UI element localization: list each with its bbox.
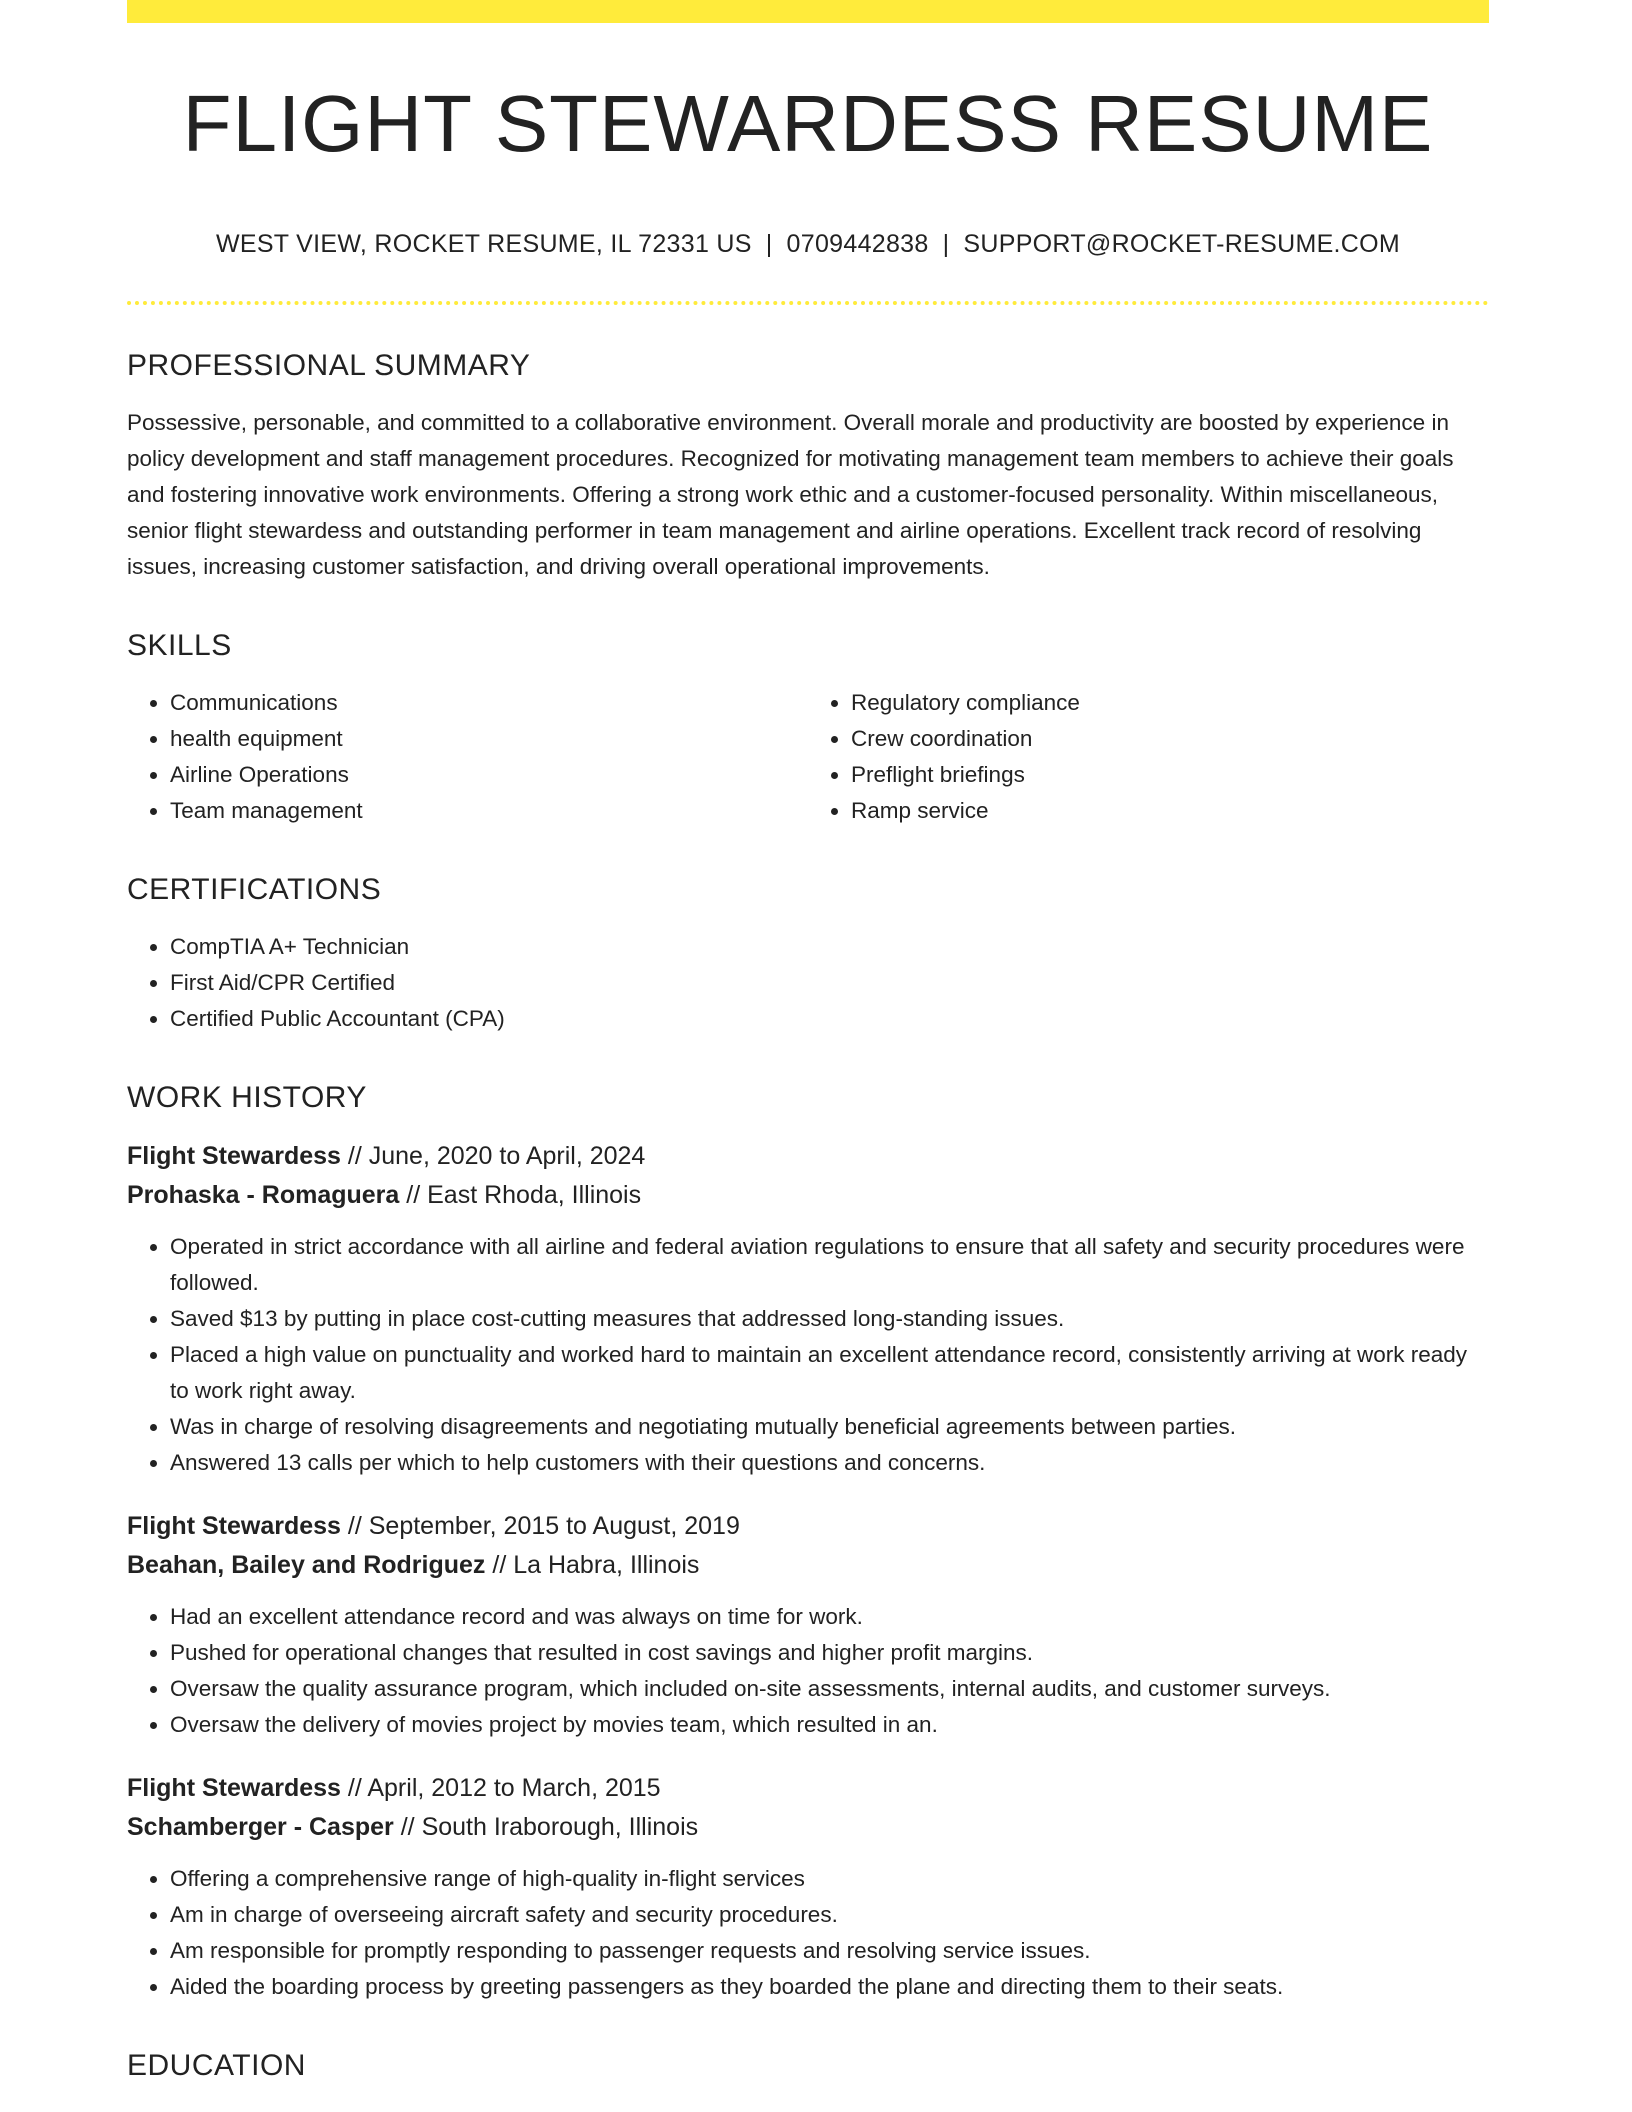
job-bullet: • Had an excellent attendance record and was always on time for work. [170, 1599, 1489, 1635]
skill-item: • health equipment [170, 721, 808, 757]
job-company: Prohaska - Romaguera [127, 1181, 400, 1209]
job-dates: // April, 2012 to March, 2015 [340, 1774, 661, 1802]
certification-item: • First Aid/CPR Certified [170, 965, 1489, 1001]
job-bullet: • Answered 13 calls per which to help customers with their questions and concerns. [170, 1445, 1489, 1481]
resume-page [127, 0, 1489, 2105]
summary-text: Possessive, personable, and committed to a collaborative environment. Overall morale and productivity are boosted by experience in policy development and staff management procedures. Recognized for motivating management team members to achieve their goals and fostering innovative work environments. Offering a strong work ethic and a customer-focused personality. Within miscellaneous, senior flight stewardess and outstanding performer in team management and airline operations. Excellent track record of resolving issues, increasing customer satisfaction, and driving overall operational improvements. [127, 410, 1454, 579]
resume-title: FLIGHT STEWARDESS RESUME [182, 79, 1434, 168]
job-bullet: • Oversaw the quality assurance program, which included on-site assessments, internal audits, and customer surveys. [170, 1671, 1489, 1707]
skills-section [127, 629, 1489, 829]
job-title-line [127, 1137, 1489, 1176]
contact-separator: | [765, 230, 773, 258]
job-entry [127, 1507, 1489, 1743]
skill-item: • Crew coordination [851, 721, 1489, 757]
job-title: Flight Stewardess [127, 1774, 341, 1802]
job-bullet: • Was in charge of resolving disagreements and negotiating mutually beneficial agreements between parties. [170, 1409, 1489, 1445]
contact-email: SUPPORT@ROCKET-RESUME.COM [963, 230, 1401, 258]
contact-address: WEST VIEW, ROCKET RESUME, IL 72331 US [215, 230, 752, 258]
job-bullets [127, 1229, 1489, 1481]
job-bullets [127, 1861, 1489, 2005]
job-dates: // June, 2020 to April, 2024 [340, 1142, 646, 1170]
certifications-section [127, 873, 1489, 1037]
skill-item: • Ramp service [851, 793, 1489, 829]
skills-list-left [127, 685, 808, 829]
skill-item: • Team management [170, 793, 808, 829]
job-entry [127, 1137, 1489, 1481]
job-bullets [127, 1599, 1489, 1743]
job-title: Flight Stewardess [127, 1512, 341, 1540]
job-title-line [127, 1769, 1489, 1808]
dotted-divider [127, 301, 1489, 305]
job-location: // East Rhoda, Illinois [399, 1181, 642, 1209]
contact-line [127, 230, 1489, 259]
certifications-list [127, 929, 1489, 1037]
job-bullet: • Operated in strict accordance with all airline and federal aviation regulations to ensure that all safety and security procedures were followed. [170, 1229, 1489, 1301]
job-company-line [127, 1176, 1489, 1215]
job-company-line [127, 1546, 1489, 1585]
job-location: // South Iraborough, Illinois [393, 1813, 699, 1841]
skills-heading: SKILLS [127, 629, 232, 662]
job-bullet: • Placed a high value on punctuality and worked hard to maintain an excellent attendance record, consistently arriving at work ready to work right away. [170, 1337, 1489, 1409]
job-dates: // September, 2015 to August, 2019 [340, 1512, 740, 1540]
skill-item: • Preflight briefings [851, 757, 1489, 793]
work-history-section [127, 1081, 1489, 2005]
work-history-heading: WORK HISTORY [127, 1081, 367, 1114]
certifications-heading: CERTIFICATIONS [127, 873, 382, 906]
certification-item: • CompTIA A+ Technician [170, 929, 1489, 965]
job-company: Beahan, Bailey and Rodriguez [127, 1551, 486, 1579]
summary-heading: PROFESSIONAL SUMMARY [127, 349, 531, 382]
job-bullet: • Oversaw the delivery of movies project by movies team, which resulted in an. [170, 1707, 1489, 1743]
skills-grid [127, 685, 1489, 829]
summary-section [127, 349, 1489, 585]
job-bullet: • Pushed for operational changes that resulted in cost savings and higher profit margins. [170, 1635, 1489, 1671]
job-bullet: • Aided the boarding process by greeting passengers as they boarded the plane and directing them to their seats. [170, 1969, 1489, 2005]
job-location: // La Habra, Illinois [485, 1551, 700, 1579]
education-heading: EDUCATION [127, 2049, 306, 2082]
job-bullet: • Am responsible for promptly responding to passenger requests and resolving service issues. [170, 1933, 1489, 1969]
skill-item: • Regulatory compliance [851, 685, 1489, 721]
education-section [127, 2049, 1489, 2083]
skill-item: • Communications [170, 685, 808, 721]
job-bullet: • Offering a comprehensive range of high-quality in-flight services [170, 1861, 1489, 1897]
job-company-line [127, 1808, 1489, 1847]
job-title: Flight Stewardess [127, 1142, 341, 1170]
job-title-line [127, 1507, 1489, 1546]
job-bullet: • Am in charge of overseeing aircraft safety and security procedures. [170, 1897, 1489, 1933]
accent-top-bar [127, 0, 1489, 23]
job-bullet: • Saved $13 by putting in place cost-cutting measures that addressed long-standing issues. [170, 1301, 1489, 1337]
job-company: Schamberger - Casper [127, 1813, 394, 1841]
skill-item: • Airline Operations [170, 757, 808, 793]
contact-phone: 0709442838 [786, 230, 929, 258]
certification-item: • Certified Public Accountant (CPA) [170, 1001, 1489, 1037]
contact-separator: | [942, 230, 950, 258]
skills-list-right [808, 685, 1489, 829]
job-entry [127, 1769, 1489, 2005]
